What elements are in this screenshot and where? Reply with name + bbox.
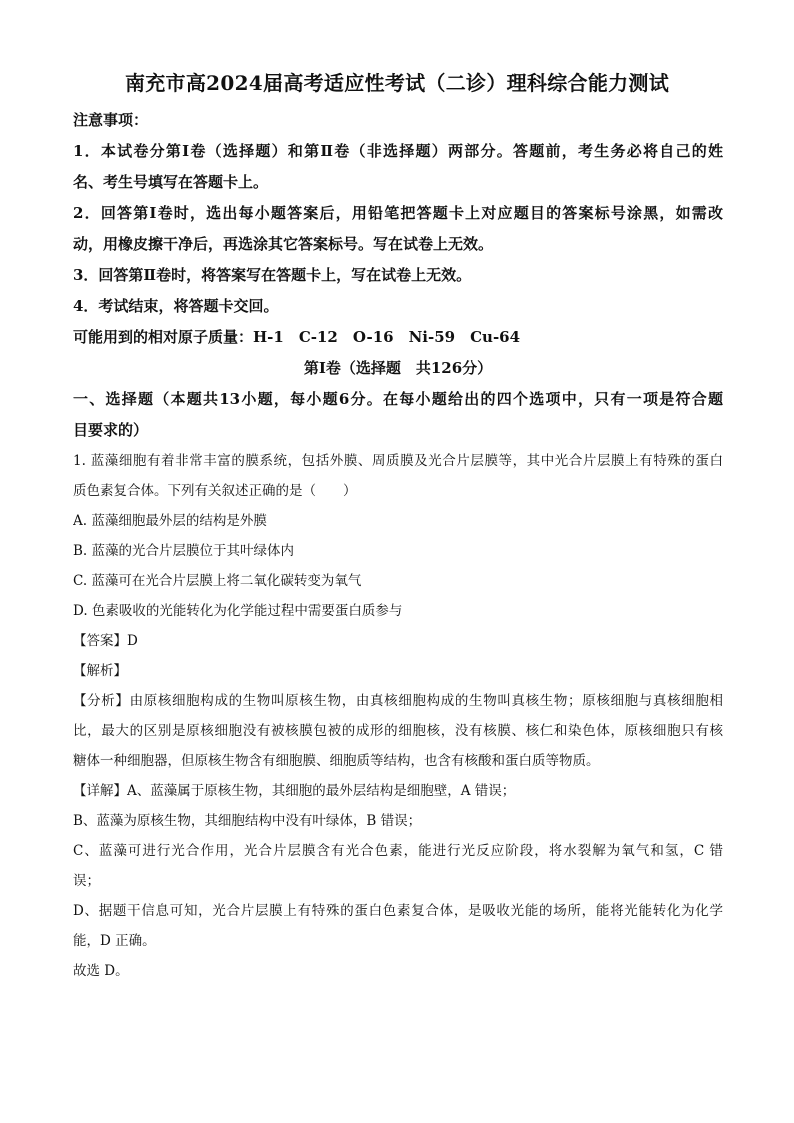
atomic-masses: 可能用到的相对原子质量：H-1 C-12 O-16 Ni-59 Cu-64	[73, 328, 521, 346]
question-1-detail-d-line-2: 能，D 正确。	[73, 933, 156, 949]
question-1-detail-c-line-1: C、蓝藻可进行光合作用，光合片层膜含有光合色素，能进行光反应阶段，将水裂解为氧气和氢，C 错	[73, 843, 723, 859]
notice-item-1-line-1: 1．本试卷分第Ⅰ卷（选择题）和第Ⅱ卷（非选择题）两部分。答题前，考生务必将自己的姓	[73, 142, 723, 160]
question-1-detail-d-line-1: D、据题干信息可知，光合片层膜上有特殊的蛋白色素复合体，是吸收光能的场所，能将光能转化为化学	[73, 903, 723, 919]
question-1-detail-a: 【详解】A、蓝藻属于原核生物，其细胞的最外层结构是细胞壁，A 错误；	[73, 783, 516, 799]
notice-item-3: 3．回答第Ⅱ卷时，将答案写在答题卡上，写在试卷上无效。	[73, 266, 472, 284]
question-1-fenxi-line-2: 比，最大的区别是原核细胞没有被核膜包被的成形的细胞核，没有核膜、核仁和染色体，原核细胞只有核	[73, 723, 723, 739]
notice-heading: 注意事项：	[73, 111, 149, 129]
part-one-line-2: 目要求的）	[73, 421, 149, 439]
exam-title: 南充市高2024届高考适应性考试（二诊）理科综合能力测试	[124, 71, 670, 95]
notice-item-1-line-2: 名、考生号填写在答题卡上。	[73, 173, 269, 191]
section-header: 第Ⅰ卷（选择题 共126分）	[303, 359, 493, 377]
question-1-answer: 【答案】D	[73, 633, 138, 649]
notice-item-2-line-2: 动，用橡皮擦干净后，再选涂其它答案标号。写在试卷上无效。	[73, 235, 494, 253]
question-1-stem-line-2: 质色素复合体。下列有关叙述正确的是（ ）	[73, 483, 357, 499]
question-1-detail-c-line-2: 误；	[73, 873, 100, 889]
notice-item-2-line-1: 2．回答第Ⅰ卷时，选出每小题答案后，用铅笔把答题卡上对应题目的答案标号涂黑，如需改	[73, 204, 723, 222]
page-content	[73, 105, 723, 986]
question-1-option-b: B. 蓝藻的光合片层膜位于其叶绿体内	[73, 543, 295, 559]
notice-item-4: 4．考试结束，将答题卡交回。	[73, 297, 279, 315]
question-1-analysis-label: 【解析】	[73, 663, 127, 679]
question-1-option-d: D. 色素吸收的光能转化为化学能过程中需要蛋白质参与	[73, 603, 403, 619]
question-1-fenxi-line-3: 糖体一种细胞器，但原核生物含有细胞膜、细胞质等结构，也含有核酸和蛋白质等物质。	[73, 753, 600, 769]
question-1-detail-b: B、蓝藻为原核生物，其细胞结构中没有叶绿体，B 错误；	[73, 813, 422, 829]
question-1-conclusion: 故选 D。	[73, 963, 129, 979]
question-1-option-c: C. 蓝藻可在光合片层膜上将二氧化碳转变为氧气	[73, 573, 362, 589]
question-1-stem-line-1: 1. 蓝藻细胞有着非常丰富的膜系统，包括外膜、周质膜及光合片层膜等，其中光合片层膜上有特殊的蛋白	[73, 453, 723, 469]
question-1-option-a: A. 蓝藻细胞最外层的结构是外膜	[73, 513, 267, 529]
question-1-fenxi-line-1: 【分析】由原核细胞构成的生物叫原核生物，由真核细胞构成的生物叫真核生物；原核细胞与真核细胞相	[73, 693, 723, 709]
part-one-line-1: 一、选择题（本题共13小题，每小题6分。在每小题给出的四个选项中，只有一项是符合题	[73, 390, 723, 408]
